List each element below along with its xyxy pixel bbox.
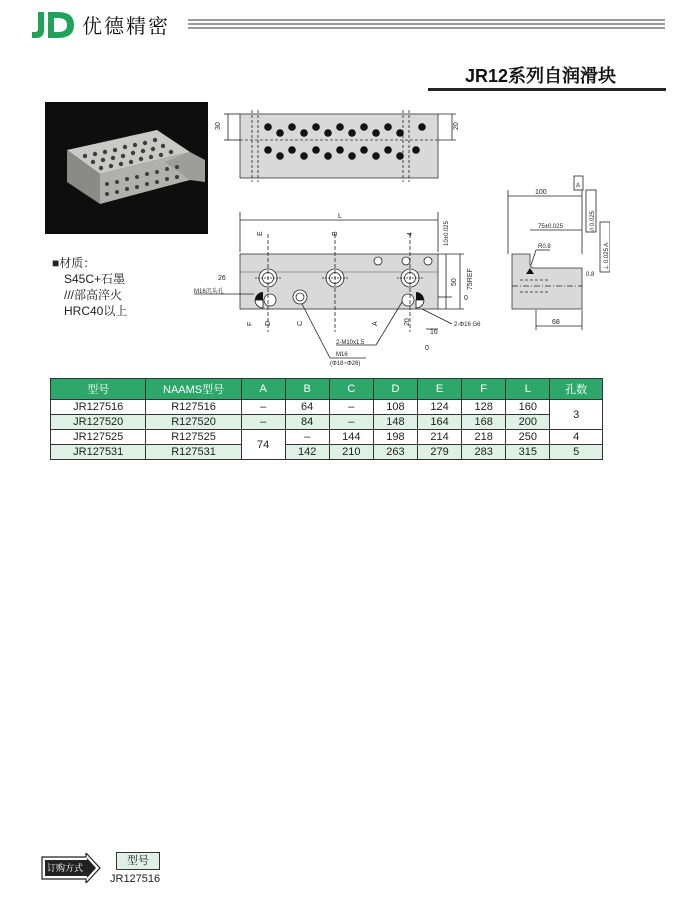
cell-b: 64: [285, 400, 329, 415]
m16-sub-label: (Φ18~Φ26): [330, 361, 361, 367]
col-e: E: [417, 379, 461, 400]
spec-table: [50, 378, 603, 460]
col-d: D: [373, 379, 417, 400]
table-row: [51, 430, 603, 445]
cell-e: 124: [417, 400, 461, 415]
side-view: [508, 176, 610, 330]
brand-logo: [30, 10, 76, 40]
cell-a: –: [241, 400, 285, 415]
table-row: [51, 400, 603, 415]
side-08: 0.8: [586, 272, 595, 278]
material-line-2: ///部高淬火: [64, 288, 123, 302]
cell-d: 198: [373, 430, 417, 445]
tol-10: 10±0.025: [444, 221, 450, 246]
label-B: B: [332, 231, 339, 236]
side-parallel: // 0.025: [590, 210, 596, 231]
m10-label: 2-M10x1.5: [336, 340, 365, 346]
cell-holes: 4: [550, 430, 603, 445]
label-A: A: [372, 321, 379, 326]
cell-c: –: [329, 400, 373, 415]
side-datum-A: A: [576, 183, 581, 189]
side-r08: R0.8: [538, 244, 551, 250]
table-row: [51, 415, 603, 430]
col-c: C: [329, 379, 373, 400]
order-arrow-label: 订购方式: [47, 863, 84, 873]
cell-naams: R127525: [146, 430, 241, 445]
title-underline: [428, 88, 666, 91]
col-f: F: [462, 379, 506, 400]
label-4: 4: [407, 232, 414, 236]
cell-f: 218: [462, 430, 506, 445]
side-dim-100: 100: [535, 189, 547, 196]
order-arrow-badge: [40, 853, 102, 883]
dim-20-vert: 20: [404, 318, 411, 326]
cell-model: JR127520: [51, 415, 146, 430]
page-title: JR12系列自润滑块: [464, 66, 616, 86]
side-dim-68: 68: [552, 319, 560, 326]
table-header-row: [51, 379, 603, 400]
label-E: E: [257, 231, 264, 236]
dim-30: 30: [215, 122, 222, 130]
dim-26: 26: [218, 275, 226, 282]
col-model: 型号: [51, 379, 146, 400]
header-rule: [188, 19, 665, 31]
cell-l: 250: [506, 430, 550, 445]
technical-drawing: [190, 104, 610, 374]
side-perp: ⊥ 0.025 A: [604, 242, 610, 270]
label-F: F: [247, 321, 254, 326]
col-a: A: [241, 379, 285, 400]
cell-e: 164: [417, 415, 461, 430]
dim-16: 16: [430, 329, 438, 336]
cell-holes: 5: [550, 445, 603, 460]
order-model-label: 型号: [116, 852, 160, 870]
front-view: [194, 212, 481, 367]
cell-l: 315: [506, 445, 550, 460]
pin-label: 2-Φ16 G6: [454, 322, 481, 328]
cell-model: JR127525: [51, 430, 146, 445]
cell-holes: 3: [550, 400, 603, 430]
label-D: D: [265, 320, 272, 326]
cell-c: 210: [329, 445, 373, 460]
side-dim-75: 75±0.025: [538, 224, 563, 230]
cell-naams: R127531: [146, 445, 241, 460]
cell-naams: R127520: [146, 415, 241, 430]
cell-d: 263: [373, 445, 417, 460]
cbore-label: M16沉头孔: [194, 289, 224, 295]
dim-0: 0: [464, 295, 468, 302]
cell-f: 283: [462, 445, 506, 460]
cell-c: –: [329, 415, 373, 430]
cell-a: –: [241, 415, 285, 430]
cell-l: 160: [506, 400, 550, 415]
dim-50: 50: [451, 278, 458, 286]
cell-b: 84: [285, 415, 329, 430]
cell-l: 200: [506, 415, 550, 430]
material-line-1: S45C+石墨: [64, 272, 126, 286]
cell-model: JR127516: [51, 400, 146, 415]
table-row: [51, 445, 603, 460]
cell-a: 74: [241, 430, 285, 460]
brand-name: 优德精密: [82, 16, 170, 38]
cell-e: 214: [417, 430, 461, 445]
dim-L: L: [338, 213, 342, 220]
cell-b: –: [285, 430, 329, 445]
dim-75ref: 75REF: [467, 268, 474, 290]
col-holes: 孔数: [550, 379, 603, 400]
col-b: B: [285, 379, 329, 400]
material-info: [52, 255, 127, 319]
col-naams: NAAMS型号: [146, 379, 241, 400]
m16-label: M16: [336, 352, 348, 358]
product-photo-graphic: [45, 102, 208, 234]
label-C: C: [297, 320, 304, 326]
cell-f: 128: [462, 400, 506, 415]
cell-d: 108: [373, 400, 417, 415]
material-heading: ■材质：: [52, 256, 96, 270]
cell-naams: R127516: [146, 400, 241, 415]
col-l: L: [506, 379, 550, 400]
cell-d: 148: [373, 415, 417, 430]
dim-20: 20: [453, 122, 460, 130]
order-model-value: JR127516: [110, 873, 161, 885]
material-line-3: HRC40以上: [64, 304, 128, 318]
cell-b: 142: [285, 445, 329, 460]
cell-model: JR127531: [51, 445, 146, 460]
product-photo: [45, 102, 208, 234]
dim-0-bottom: 0: [425, 345, 429, 352]
cell-f: 168: [462, 415, 506, 430]
cell-c: 144: [329, 430, 373, 445]
top-view: [215, 110, 460, 182]
cell-e: 279: [417, 445, 461, 460]
